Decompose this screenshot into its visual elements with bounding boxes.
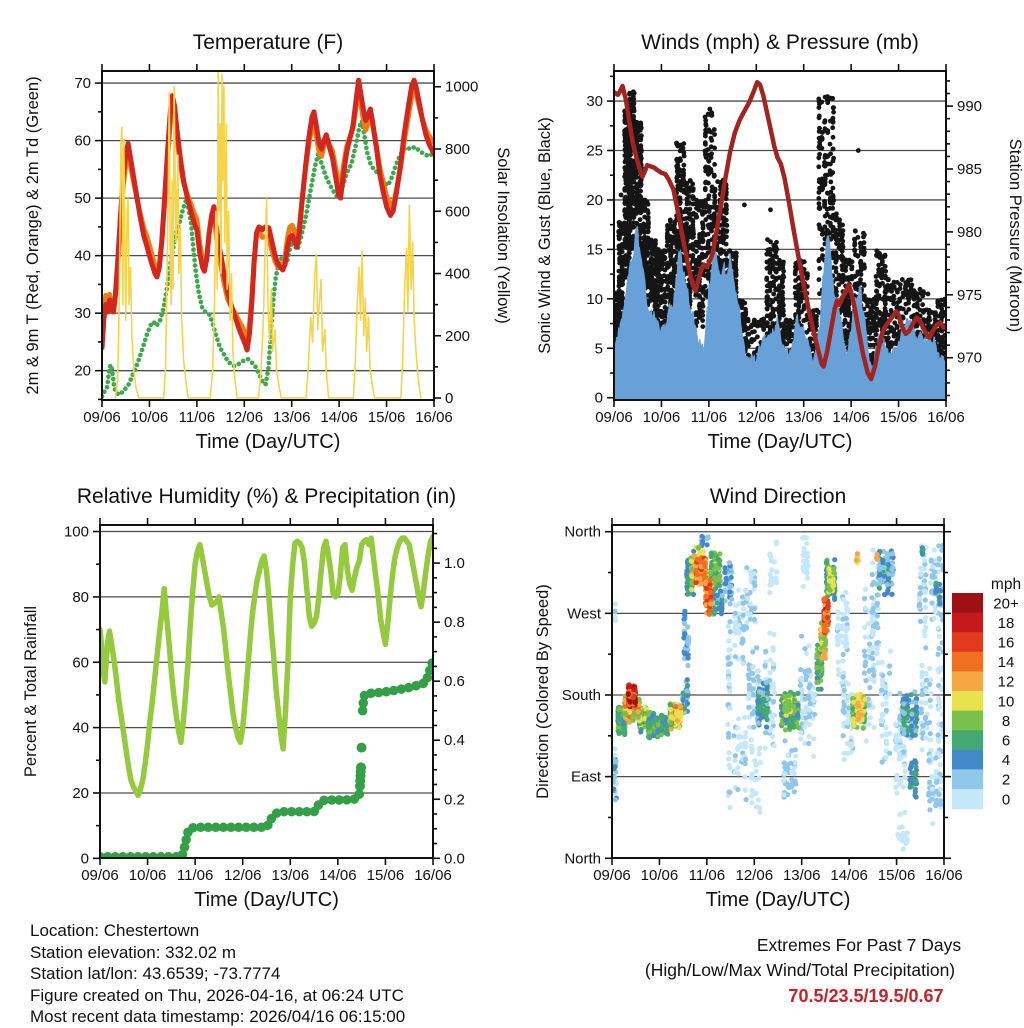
colorbar-cell: [952, 613, 983, 633]
winds-pressure-x-tick-label: 13/06: [785, 409, 823, 426]
colorbar-label: 0: [1002, 791, 1010, 808]
humidity-precip-y-tick-label: 40: [72, 720, 89, 737]
temperature-panel: [24, 31, 512, 453]
wind-direction-y-tick-label: North: [564, 524, 601, 541]
temperature-x-tick-label: 10/06: [131, 409, 169, 426]
winds-pressure-xlabel: Time (Day/UTC): [708, 431, 853, 453]
humidity-precip-ylabel-left: Percent & Total Rainfall: [22, 606, 40, 777]
colorbar-label: 12: [998, 674, 1015, 691]
temperature-y-tick-label: 30: [74, 305, 91, 322]
temperature-right-tick-label: 400: [445, 266, 470, 283]
colorbar-cell: [952, 632, 983, 652]
temperature-x-tick-label: 15/06: [368, 409, 406, 426]
colorbar-cell: [952, 691, 983, 711]
humidity-precip-x-tick-label: 16/06: [414, 867, 452, 884]
winds-pressure-ylabel-right: Station Pressure (Maroon): [1006, 139, 1024, 333]
humidity-precip-y-tick-label: 100: [64, 524, 89, 541]
winds-pressure-x-tick-label: 16/06: [927, 409, 965, 426]
humidity-precip-y-tick-label: 80: [72, 589, 89, 606]
winds-pressure-x-tick-label: 15/06: [880, 409, 918, 426]
winds-pressure-right-tick-label: 975: [957, 287, 982, 304]
temperature-ylabel-left: 2m & 9m T (Red, Orange) & 2m Td (Green): [24, 76, 42, 394]
colorbar-label: 14: [998, 654, 1015, 671]
wind-direction-xlabel: Time (Day/UTC): [706, 889, 851, 911]
wind-direction-x-tick-label: 11/06: [689, 867, 725, 884]
humidity-precip-y-tick-label: 0: [81, 850, 89, 867]
wind-direction-y-tick-label: West: [567, 605, 602, 622]
winds-pressure-x-tick-label: 11/06: [691, 409, 727, 426]
winds-pressure-x-tick-label: 09/06: [595, 409, 633, 426]
winds-pressure-y-tick-label: 10: [586, 291, 603, 308]
relative-humidity-series: [100, 536, 433, 795]
winds-pressure-y-tick-label: 15: [586, 241, 603, 258]
temperature-y-tick-label: 20: [74, 363, 91, 380]
humidity-precip-right-tick-label: 0.0: [444, 850, 465, 867]
temperature-y-tick-label: 50: [74, 190, 91, 207]
temperature-x-tick-label: 13/06: [273, 409, 311, 426]
temperature-y-tick-label: 40: [74, 248, 91, 265]
temperature-right-tick-label: 0: [445, 390, 453, 407]
wind-direction-x-tick-label: 12/06: [736, 867, 774, 884]
colorbar-cell: [952, 711, 983, 731]
wind-direction-title: Wind Direction: [710, 485, 847, 508]
figure-created-line: Figure created on Thu, 2026-04-16, at 06:24 UTC: [30, 985, 405, 1007]
humidity-precip-x-tick-label: 13/06: [272, 867, 310, 884]
wind-direction-x-tick-label: 15/06: [878, 867, 916, 884]
extremes-title: Extremes For Past 7 Days: [757, 935, 961, 956]
recent-timestamp-line: Most recent data timestamp: 2026/04/16 06:15:00: [30, 1006, 405, 1028]
colorbar-cell: [952, 730, 983, 750]
winds-pressure-x-tick-label: 10/06: [643, 409, 681, 426]
humidity-precip-y-tick-label: 20: [72, 785, 89, 802]
wind-direction-x-tick-label: 10/06: [641, 867, 679, 884]
colorbar-cell: [952, 671, 983, 691]
temperature-right-tick-label: 200: [445, 328, 470, 345]
station-latlon-line: Station lat/lon: 43.6539; -73.7774: [30, 963, 405, 985]
wind-direction-ylabel-left: Direction (Colored By Speed): [534, 584, 552, 799]
winds-pressure-y-tick-label: 30: [586, 93, 603, 110]
wind-direction-panel: [534, 485, 963, 911]
humidity-precip-y-tick-label: 60: [72, 654, 89, 671]
colorbar-label: 2: [1002, 772, 1010, 789]
temperature-y-tick-label: 60: [74, 133, 91, 150]
humidity-precip-title: Relative Humidity (%) & Precipitation (in): [77, 485, 456, 508]
wind-direction-x-tick-label: 14/06: [830, 867, 868, 884]
wind-direction-y-tick-label: South: [562, 687, 601, 704]
winds-pressure-right-tick-label: 990: [957, 98, 982, 115]
humidity-precip-right-tick-label: 1.0: [444, 555, 465, 572]
colorbar-cell: [952, 769, 983, 789]
humidity-precip-x-tick-label: 12/06: [224, 867, 262, 884]
winds-pressure-right-tick-label: 985: [957, 161, 982, 178]
temperature-x-tick-label: 12/06: [226, 409, 264, 426]
humidity-precip-x-tick-label: 10/06: [129, 867, 167, 884]
total-rainfall-series: [100, 661, 433, 857]
station-info-block: [30, 920, 405, 1028]
temperature-x-tick-label: 14/06: [320, 409, 358, 426]
winds-pressure-right-tick-label: 970: [957, 350, 982, 367]
temperature-y-tick-label: 70: [74, 75, 91, 92]
station-location-line: Location: Chestertown: [30, 920, 405, 942]
temperature-right-tick-label: 600: [445, 203, 470, 220]
colorbar-label: 16: [998, 635, 1015, 652]
extremes-subtitle: (High/Low/Max Wind/Total Precipitation): [645, 960, 955, 981]
winds-pressure-y-tick-label: 5: [595, 340, 603, 357]
winds-pressure-x-tick-label: 14/06: [832, 409, 870, 426]
colorbar-label: 6: [1002, 733, 1010, 750]
temperature-right-tick-label: 800: [445, 141, 470, 158]
temperature-x-tick-label: 11/06: [179, 409, 215, 426]
temperature-ylabel-right: Solar Insolation (Yellow): [494, 147, 512, 323]
winds-pressure-ylabel-left: Sonic Wind & Gust (Blue, Black): [536, 117, 554, 354]
colorbar-cell: [952, 789, 983, 809]
winds-pressure-y-tick-label: 0: [595, 390, 603, 407]
station-elevation-line: Station elevation: 332.02 m: [30, 942, 405, 964]
wind-direction-x-tick-label: 13/06: [783, 867, 821, 884]
humidity-precip-panel: [22, 485, 465, 911]
winds-pressure-title: Winds (mph) & Pressure (mb): [641, 31, 919, 54]
wind-direction-dots-series: [611, 534, 946, 852]
colorbar-label: 8: [1002, 713, 1010, 730]
wind-direction-x-tick-label: 09/06: [593, 867, 631, 884]
humidity-precip-right-tick-label: 0.6: [444, 673, 465, 690]
temperature-right-tick-label: 1000: [445, 79, 478, 96]
winds-pressure-panel: [536, 31, 1024, 453]
humidity-precip-x-tick-label: 15/06: [367, 867, 405, 884]
temperature-x-tick-label: 09/06: [83, 409, 121, 426]
winds-pressure-y-tick-label: 25: [586, 143, 603, 160]
colorbar-title: mph: [991, 576, 1021, 593]
colorbar-label: 20+: [993, 595, 1019, 612]
winds-pressure-x-tick-label: 12/06: [738, 409, 776, 426]
wind-direction-x-tick-label: 16/06: [925, 867, 963, 884]
colorbar-cell: [952, 593, 983, 613]
colorbar-cell: [952, 750, 983, 770]
extremes-values: 70.5/23.5/19.5/0.67: [788, 986, 943, 1007]
humidity-precip-x-tick-label: 14/06: [319, 867, 357, 884]
humidity-precip-right-tick-label: 0.4: [444, 732, 465, 749]
colorbar-label: 18: [998, 615, 1015, 632]
colorbar-cell: [952, 652, 983, 672]
humidity-precip-xlabel: Time (Day/UTC): [194, 889, 339, 911]
temperature-xlabel: Time (Day/UTC): [196, 431, 341, 453]
colorbar-label: 4: [1002, 752, 1010, 769]
colorbar-label: 10: [998, 693, 1015, 710]
humidity-precip-x-tick-label: 11/06: [177, 867, 213, 884]
humidity-precip-right-tick-label: 0.2: [444, 791, 465, 808]
temperature-x-tick-label: 16/06: [415, 409, 453, 426]
wind-direction-y-tick-label: East: [571, 769, 602, 786]
winds-pressure-right-tick-label: 980: [957, 224, 982, 241]
speed-colorbar: [952, 576, 1021, 809]
wind-direction-y-tick-label: North: [564, 850, 601, 867]
temperature-title: Temperature (F): [193, 31, 344, 54]
humidity-precip-right-tick-label: 0.8: [444, 614, 465, 631]
winds-pressure-y-tick-label: 20: [586, 192, 603, 209]
humidity-precip-x-tick-label: 09/06: [81, 867, 119, 884]
